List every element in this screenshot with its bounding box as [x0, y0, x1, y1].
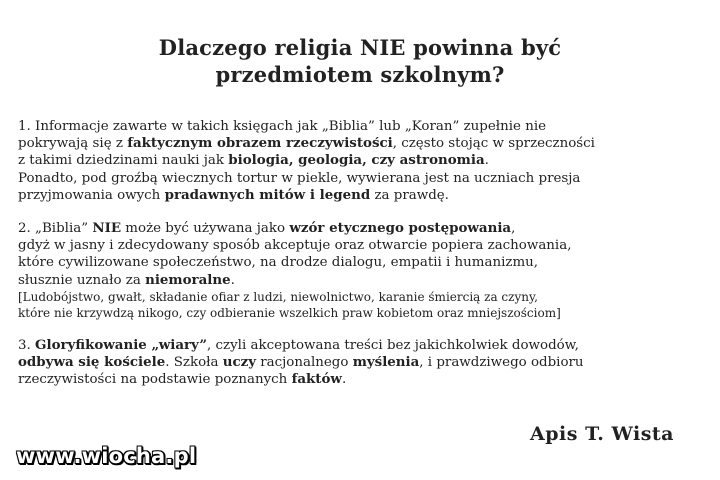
p1-line-1: 1. Informacje zawarte w takich księgach jak „Biblia” lub „Koran” zupełnie nie: [18, 119, 547, 134]
title-line-2: przedmiotem szkolnym?: [215, 62, 505, 87]
p1-line-5: przyjmowania owych pradawnych mitów i legend za prawdę.: [18, 186, 449, 203]
title-line-1: Dlaczego religia NIE powinna być: [158, 35, 562, 60]
p1-line-4: Ponadto, pod groźbą wiecznych tortur w piekle, wywierana jest na uczniach presja: [18, 170, 581, 186]
p1-line-2: pokrywają się z faktycznym obrazem rzeczywistości, często stojąc w sprzeczności: [18, 135, 595, 152]
page-title: [0, 34, 720, 88]
paragraph-3: [18, 337, 708, 389]
p3-line-3: rzeczywistości na podstawie poznanych faktów.: [18, 371, 347, 388]
p2-line-5: [Ludobójstwo, gwałt, składanie ofiar z ludzi, niewolnictwo, karanie śmiercią za czyny,: [18, 289, 538, 304]
p3-line-1: 3. Gloryfikowanie „wiary”, czyli akceptowana treści bez jakichkolwiek dowodów,: [18, 337, 579, 353]
p3-line-2: odbywa się kościele. Szkoła uczy racjonalnego myślenia, i prawdziwego odbioru: [18, 354, 584, 371]
paragraph-2: [18, 220, 708, 321]
p2-line-6: które nie krzywdzą nikogo, czy odbieranie wszelkich praw kobietom oraz mniejszościom]: [18, 305, 561, 320]
author-signature: Apis T. Wista: [530, 423, 674, 445]
p2-line-2: gdyż w jasny i zdecydowany sposób akceptuje oraz otwarcie popiera zachowania,: [18, 238, 572, 254]
watermark: www.wiocha.pl: [16, 444, 197, 468]
p2-line-4: słusznie uznało za niemoralne.: [18, 271, 235, 288]
p2-line-3: które cywilizowane społeczeństwo, na drodze dialogu, empatii i humanizmu,: [18, 255, 539, 271]
paragraph-1: [18, 118, 708, 204]
p2-line-1: 2. „Biblia” NIE może być używana jako wzór etycznego postępowania,: [18, 220, 516, 236]
p1-line-3: z takimi dziedzinami nauki jak biologia, geologia, czy astronomia.: [18, 152, 489, 169]
